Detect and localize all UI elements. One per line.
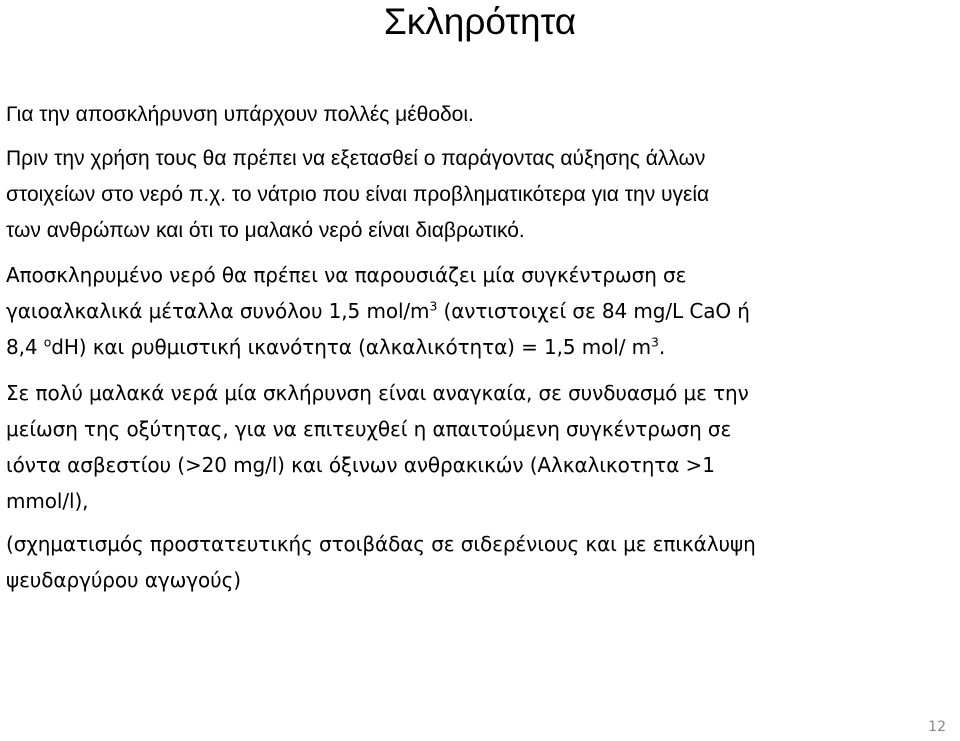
paragraph-soft-water-line-4: mmol/l),	[6, 489, 89, 513]
paragraph-caution-line-2: στοιχείων στο νερό π.χ. το νάτριο που είναι προβληματικότερα για την υγεία	[6, 183, 710, 206]
paragraph-softened-water-line-2: γαιοαλκαλικά μέταλλα συνόλου 1,5 mol/$m^3$ (αντιστοιχεί σε 84 mg/L CaO ή	[6, 298, 750, 323]
paragraph-soft-water-line-1: Σε πολύ μαλακά νερά μία σκλήρυνση είναι αναγκαία, σε συνδυασμό με την	[6, 381, 749, 405]
paragraph-protective-layer-line-2: ψευδαργύρου αγωγούς)	[6, 568, 241, 592]
superscript-degree: o	[43, 334, 52, 350]
superscript-3: 3	[429, 298, 438, 314]
paragraph-softened-water-line-1: Αποσκληρυμένο νερό θα πρέπει να παρουσιάζει μία συγκέντρωση σε	[6, 263, 687, 287]
slide-title: Σκληρότητα	[383, 1, 577, 42]
paragraph-soft-water-line-2: μείωση της οξύτητας, για να επιτευχθεί η απαιτούμενη συγκέντρωση σε	[6, 417, 732, 441]
paragraph-soft-water	[6, 375, 951, 519]
paragraph-methods-line-1: Για την αποσκλήρυνση υπάρχουν πολλές μέθοδοι.	[6, 103, 474, 126]
paragraph-protective-layer	[6, 526, 951, 598]
paragraph-methods	[6, 97, 951, 133]
paragraph-protective-layer-line-1: (σχηματισμός προστατευτικής στοιβάδας σε σιδερένιους και με επικάλυψη	[6, 532, 756, 556]
paragraph-caution	[6, 141, 951, 249]
paragraph-softened-water	[6, 257, 951, 365]
paragraph-caution-line-3: των ανθρώπων και ότι το μαλακό νερό είναι διαβρωτικό.	[6, 219, 525, 242]
superscript-3: 3	[651, 334, 659, 350]
paragraph-softened-water-line-3: 8,4 $^o$dH) και ρυθμιστική ικανότητα (αλκαλικότητα) = 1,5 mol/ $m^3$.	[6, 334, 666, 359]
paragraph-soft-water-line-3: ιόντα ασβεστίου (>20 mg/l) και όξινων ανθρακικών (Αλκαλικοτητα >1	[6, 453, 715, 477]
page-number: 12	[928, 719, 946, 735]
paragraph-caution-line-1: Πριν την χρήση τους θα πρέπει να εξετασθεί ο παράγοντας αύξησης άλλων	[6, 147, 706, 170]
